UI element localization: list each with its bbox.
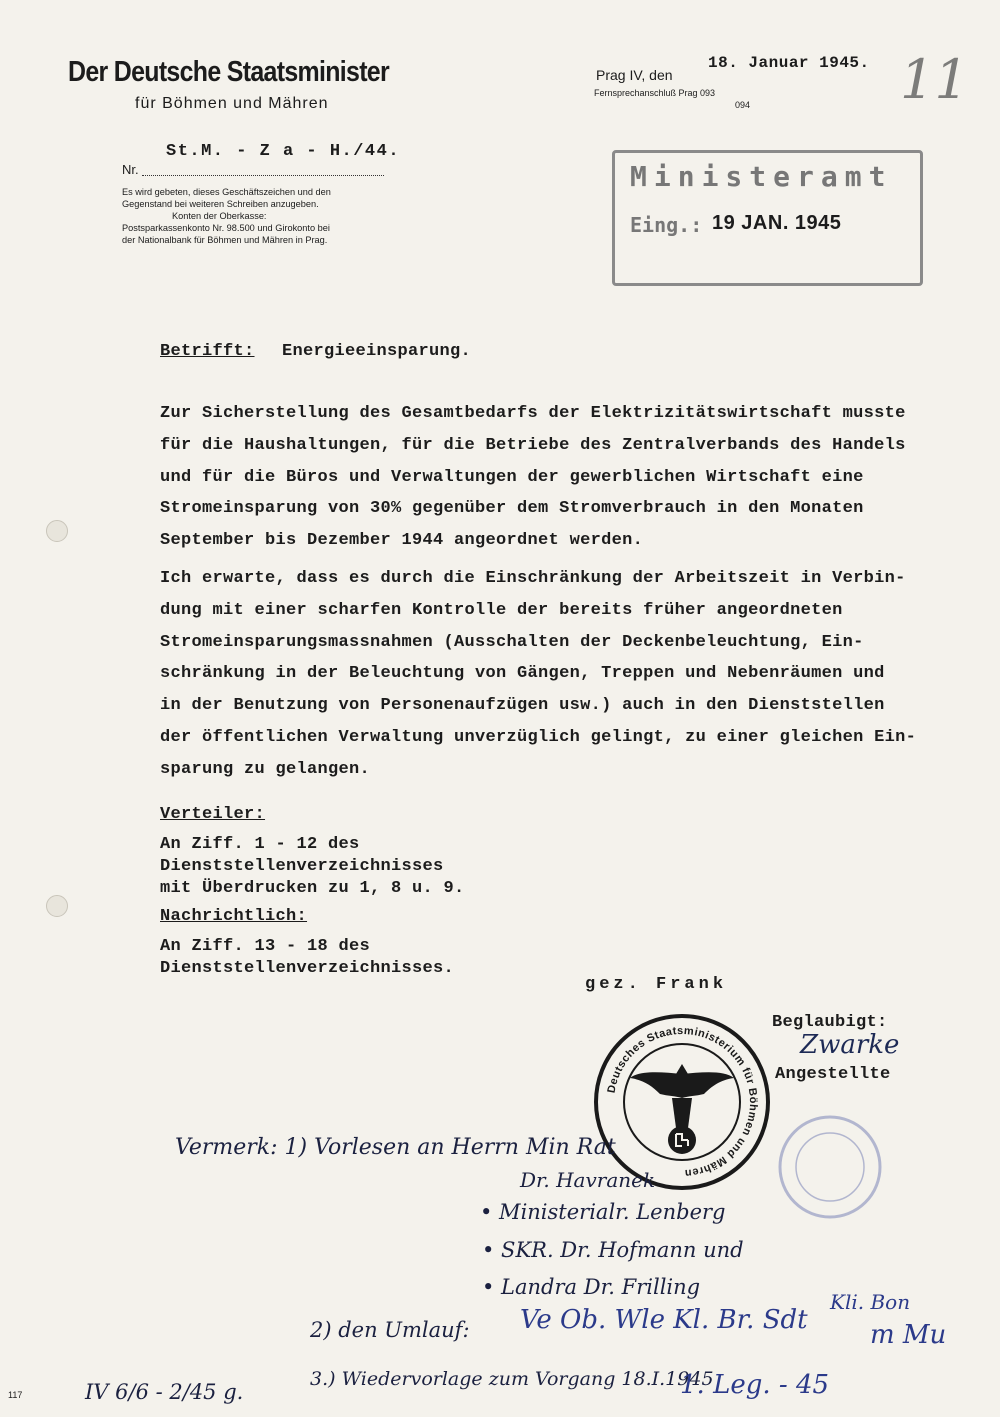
- stamp-date: 19 JAN. 1945: [712, 212, 842, 234]
- text-line: dung mit einer scharfen Kontrolle der bereits früher angeordneten: [160, 600, 843, 620]
- official-seal-icon: [592, 1012, 772, 1192]
- note-line: Postsparkassenkonto Nr. 98.500 und Girokonto bei: [122, 223, 330, 233]
- text-line: Stromeinsparung von 30% gegenüber dem Stromverbrauch in den Monaten: [160, 499, 864, 519]
- paragraph-2: [160, 563, 916, 786]
- distribution-line: mit Überdrucken zu 1, 8 u. 9.: [160, 879, 465, 898]
- distribution-line: Dienststellenverzeichnisses: [160, 857, 444, 876]
- handwritten-file-number: IV 6/6 - 2/45 g.: [85, 1380, 244, 1404]
- clerk-signature: Zwarke: [800, 1030, 900, 1060]
- handwritten-note-line: Vermerk: 1) Vorlesen an Herrn Min Rat: [175, 1135, 616, 1160]
- handwritten-note-line: 2) den Umlauf:: [310, 1318, 470, 1342]
- page-code: 117: [8, 1390, 23, 1400]
- cc-line: Dienststellenverzeichnisses.: [160, 959, 455, 978]
- letter-date: 18. Januar 1945.: [708, 54, 870, 72]
- phone-label: Fernsprechanschluß Prag 093: [594, 88, 716, 98]
- punch-hole: [46, 520, 68, 542]
- cc-heading: Nachrichtlich:: [160, 907, 308, 926]
- certified-label: Beglaubigt:: [772, 1013, 888, 1032]
- handwritten-note-line: • SKR. Dr. Hofmann und: [482, 1238, 744, 1262]
- paragraph-1: [160, 398, 906, 557]
- place-label: Prag IV, den: [596, 67, 673, 83]
- handwritten-note-line: Ve Ob. Wle Kl. Br. Sdt: [520, 1305, 808, 1335]
- phone-extension: 094: [735, 100, 751, 110]
- handwritten-note-line: • Landra Dr. Frilling: [482, 1275, 701, 1299]
- archive-mark: 11: [900, 48, 969, 111]
- punch-hole: [46, 895, 68, 917]
- note-line: Gegenstand bei weiteren Schreiben anzugeben.: [122, 199, 319, 209]
- text-line: für die Haushaltungen, für die Betriebe des Zentralverbands des Handels: [160, 435, 906, 455]
- text-line: Stromeinsparungsmassnahmen (Ausschalten der Deckenbeleuchtung, Ein-: [160, 632, 864, 652]
- reference-note: [122, 186, 402, 246]
- text-line: September bis Dezember 1944 angeordnet werden.: [160, 531, 644, 551]
- letterhead-subtitle: für Böhmen und Mähren: [135, 95, 329, 112]
- note-line: Konten der Oberkasse:: [172, 211, 267, 221]
- clerk-title: Angestellte: [775, 1065, 891, 1084]
- handwritten-note-line: Dr. Havranek: [520, 1168, 656, 1192]
- reference-number: St.M. - Z a - H./44.: [166, 142, 401, 161]
- text-line: Ich erwarte, dass es durch die Einschränkung der Arbeitszeit in Verbin-: [160, 569, 906, 588]
- text-line: schränkung in der Beleuchtung von Gängen, Treppen und Nebenräumen und: [160, 664, 885, 684]
- stamp-title: Ministeramt: [630, 160, 893, 193]
- handwritten-note-line: 3.) Wiedervorlage zum Vorgang 18.I.1945: [310, 1368, 714, 1390]
- note-line: Es wird gebeten, dieses Geschäftszeichen und den: [122, 187, 331, 197]
- handwritten-initials: m Mu: [870, 1320, 947, 1350]
- distribution-heading: Verteiler:: [160, 805, 266, 824]
- handwritten-note-line: • Ministerialr. Lenberg: [480, 1200, 726, 1224]
- stamp-label: Eing.:: [630, 213, 703, 237]
- cc-line: An Ziff. 13 - 18 des: [160, 937, 371, 956]
- subject-text: Energieeinsparung.: [282, 342, 472, 361]
- letterhead-title: Der Deutsche Staatsminister: [68, 56, 390, 88]
- cc-list: [160, 936, 454, 980]
- text-line: und für die Büros und Verwaltungen der gewerblichen Wirtschaft eine: [160, 467, 864, 487]
- handwritten-note-line: Kli. Bon: [830, 1290, 911, 1314]
- subject-label: Betrifft:: [160, 342, 255, 361]
- seal-ring-text: Deutsches Staatsministerium für Böhmen und Mähren: [605, 1024, 760, 1180]
- text-line: in der Benutzung von Personenaufzügen usw.) auch in den Dienststellen: [160, 696, 885, 716]
- text-line: sparung zu gelangen.: [160, 759, 371, 779]
- text-line: Zur Sicherstellung des Gesamtbedarfs der Elektrizitätswirtschaft musste: [160, 404, 906, 423]
- handwritten-note-line: 1. Leg. - 45: [680, 1370, 830, 1400]
- signed-by: gez. Frank: [585, 975, 728, 994]
- reference-line: [142, 175, 384, 176]
- text-line: der öffentlichen Verwaltung unverzüglich gelingt, zu einer gleichen Ein-: [160, 727, 917, 747]
- distribution-line: An Ziff. 1 - 12 des: [160, 835, 360, 854]
- faded-stamp-icon: [775, 1112, 885, 1222]
- note-line: der Nationalbank für Böhmen und Mähren in Prag.: [122, 235, 328, 245]
- distribution-list: [160, 834, 465, 900]
- reference-label: Nr.: [122, 162, 139, 177]
